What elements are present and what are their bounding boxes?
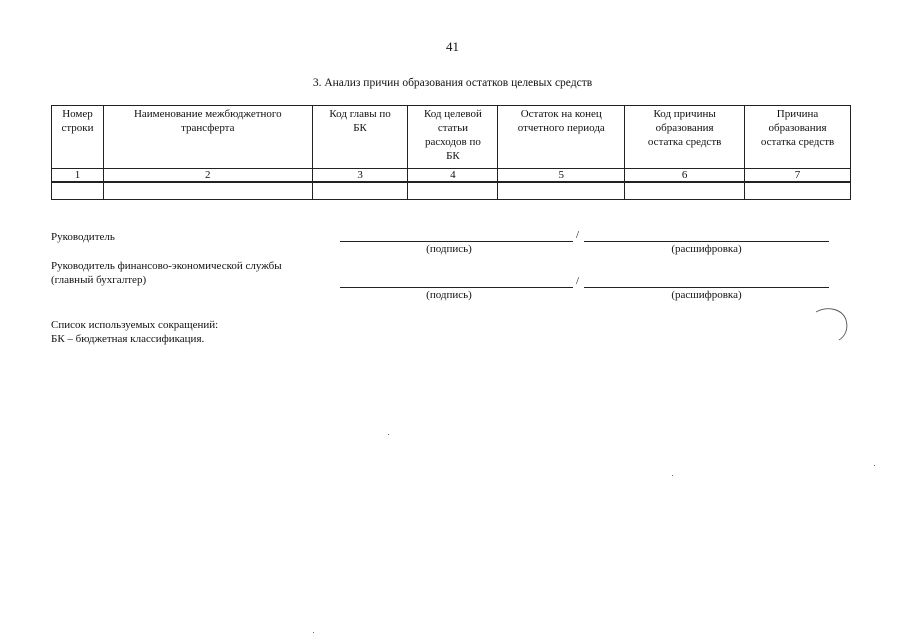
finance-signature-caption: (подпись) (426, 289, 472, 301)
finance-signature-line[interactable] (340, 287, 573, 288)
finance-separator: / (576, 275, 580, 287)
finance-decoding-caption: (расшифровка) (671, 289, 742, 301)
table-cell[interactable] (498, 182, 625, 200)
head-signature-line[interactable] (340, 241, 573, 242)
header-target-article-code (408, 106, 498, 169)
header-line: БК (446, 150, 460, 162)
abbreviations-title: Список используемых сокращений: (51, 319, 219, 331)
handwritten-mark-icon (812, 304, 852, 344)
header-reason (745, 106, 851, 169)
header-line: Номер (62, 108, 93, 120)
header-reason-code (625, 106, 745, 169)
table-cell[interactable] (52, 182, 104, 200)
column-number-row (52, 169, 851, 183)
header-chapter-code (312, 106, 408, 169)
analysis-table (51, 105, 851, 200)
abbreviation-item: БК – бюджетная классификация. (51, 333, 205, 345)
header-line: Код целевой (423, 108, 482, 120)
header-line: Остаток на конец (520, 108, 602, 120)
column-number: 2 (103, 169, 312, 183)
head-label: Руководитель (51, 231, 115, 243)
section-title: 3. Анализ причин образования остатков целевых средств (312, 77, 593, 89)
header-line: Наименование межбюджетного (133, 108, 282, 120)
header-line: Код причины (653, 108, 716, 120)
header-line: БК (353, 122, 367, 134)
table-cell[interactable] (103, 182, 312, 200)
table-cell[interactable] (312, 182, 408, 200)
finance-label-line2: (главный бухгалтер) (51, 274, 147, 286)
header-line: остатка средств (647, 136, 722, 148)
table-cell[interactable] (625, 182, 745, 200)
head-signature-caption: (подпись) (426, 243, 472, 255)
header-balance (498, 106, 625, 169)
table-cell[interactable] (408, 182, 498, 200)
header-line: строки (61, 122, 94, 134)
table-cell[interactable] (745, 182, 851, 200)
header-line: статьи (437, 122, 468, 134)
table-row (52, 182, 851, 200)
column-number: 7 (745, 169, 851, 183)
scan-speck (874, 465, 875, 466)
header-line: расходов по (425, 136, 481, 148)
finance-decoding-line[interactable] (584, 287, 829, 288)
column-number: 6 (625, 169, 745, 183)
finance-label-line1: Руководитель финансово-экономической службы (51, 260, 282, 272)
column-number: 1 (52, 169, 104, 183)
header-line: образования (768, 122, 827, 134)
column-number: 4 (408, 169, 498, 183)
head-separator: / (576, 229, 580, 241)
scan-speck (313, 632, 314, 633)
scan-speck (388, 434, 389, 435)
head-decoding-line[interactable] (584, 241, 829, 242)
scan-speck (672, 475, 673, 476)
header-line: трансферта (181, 122, 235, 134)
column-number: 5 (498, 169, 625, 183)
header-transfer-name (103, 106, 312, 169)
page-number: 41 (446, 39, 459, 54)
header-line: отчетного периода (517, 122, 605, 134)
header-line: остатка средств (760, 136, 835, 148)
header-line: Причина (776, 108, 819, 120)
header-line: образования (655, 122, 714, 134)
table-header-row (52, 106, 851, 169)
head-decoding-caption: (расшифровка) (671, 243, 742, 255)
header-row-number (52, 106, 104, 169)
column-number: 3 (312, 169, 408, 183)
header-line: Код главы по (329, 108, 391, 120)
